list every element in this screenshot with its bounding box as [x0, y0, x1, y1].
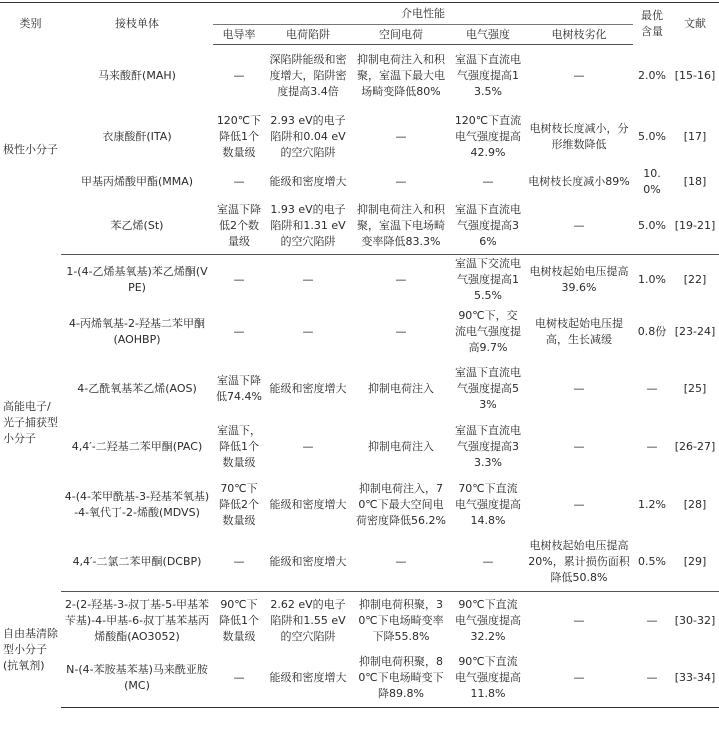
- table-row: [0, 108, 719, 166]
- table-row: [0, 592, 719, 650]
- strength-cell: 室温下直流电气强度提高13.5%: [455, 53, 521, 99]
- ref-cell: [22]: [683, 272, 707, 286]
- ref-cell: [25]: [683, 381, 707, 395]
- ref-cell: [33-34]: [671, 650, 719, 708]
- table-group: [0, 592, 719, 708]
- category-cell: 高能电子/光子捕获型小分子: [3, 400, 58, 445]
- tree-cell: —: [525, 198, 633, 255]
- conductivity-cell: 120℃下降低1个数量级: [216, 113, 262, 159]
- conductivity-cell: —: [233, 174, 245, 188]
- conductivity-cell: —: [213, 650, 265, 708]
- trap-cell: 能级和密度增大: [265, 534, 351, 592]
- tree-cell: 电树枝长度减小，分形维数降低: [529, 121, 629, 151]
- header-tree: 电树枝劣化: [525, 25, 633, 45]
- monomer-cell: 4,4′-二羟基二苯甲酮(PAC): [71, 439, 203, 453]
- strength-cell: 90℃下，交流电气强度提高9.7%: [455, 309, 521, 354]
- header-row-1: [0, 3, 719, 25]
- table-row: [0, 198, 719, 255]
- trap-cell: —: [302, 439, 314, 453]
- space-charge-cell: 抑制电荷注入和积聚，室温下最大电场畸变降低80%: [357, 53, 445, 99]
- space-charge-cell: —: [395, 174, 407, 188]
- conductivity-cell: —: [213, 534, 265, 592]
- table-row: [0, 255, 719, 305]
- strength-cell: 室温下直流电气强度提高36%: [451, 198, 525, 255]
- strength-cell: 90℃下直流电气强度提高32.2%: [455, 597, 521, 643]
- space-charge-cell: 抑制电荷积聚，80℃下电场畸变下降89.8%: [351, 650, 451, 708]
- ref-cell: [30-32]: [674, 613, 716, 627]
- trap-cell: 深陷阱能级和密度增大，陷阱密度提高3.4倍: [269, 53, 347, 99]
- optimal-cell: 5.0%: [638, 129, 666, 143]
- space-charge-cell: —: [395, 272, 407, 286]
- table-row: [0, 360, 719, 418]
- header-category: 类别: [0, 3, 61, 45]
- tree-cell: —: [525, 650, 633, 708]
- monomer-cell: 1-(4-乙烯基氧基)苯乙烯酮(VPE): [66, 264, 208, 294]
- tree-cell: 电树枝起始电压提高20%，累计损伤面积降低50.8%: [525, 534, 633, 592]
- trap-cell: 能级和密度增大: [269, 174, 347, 188]
- strength-cell: —: [482, 174, 494, 188]
- tree-cell: 电树枝起始电压提高，生长减缓: [535, 317, 623, 346]
- trap-cell: 能级和密度增大: [269, 497, 347, 511]
- table-row: [0, 534, 719, 592]
- tree-cell: —: [573, 439, 585, 453]
- conductivity-cell: 室温下降低2个数量级: [213, 198, 265, 255]
- header-optimal: 最优含量: [633, 3, 671, 45]
- monomer-cell: N-(4-苯胺基苯基)马来酰亚胺(MC): [61, 650, 213, 708]
- monomer-cell: 2-(2-羟基-3-叔丁基-5-甲基苯苄基)-4-甲基-6-叔丁基苯基丙烯酸酯(AO3052): [64, 597, 210, 643]
- tree-cell: —: [573, 613, 585, 627]
- optimal-cell: —: [646, 613, 658, 627]
- table-row: [0, 418, 719, 476]
- space-charge-cell: —: [351, 534, 451, 592]
- strength-cell: —: [451, 534, 525, 592]
- conductivity-cell: 室温下，降低1个数量级: [217, 423, 261, 469]
- header-ref: 文献: [671, 3, 719, 45]
- optimal-cell: 5.0%: [633, 198, 671, 255]
- ref-cell: [19-21]: [671, 198, 719, 255]
- header-strength: 电气强度: [451, 25, 525, 45]
- space-charge-cell: —: [395, 129, 407, 143]
- table-row: [0, 305, 719, 360]
- tree-cell: —: [573, 497, 585, 511]
- strength-cell: 室温下直流电气强度提高53%: [455, 365, 521, 411]
- optimal-cell: 1.2%: [638, 497, 666, 511]
- trap-cell: —: [302, 272, 314, 286]
- table-group: [0, 255, 719, 592]
- category-cell: 自由基清除型小分子(抗氧剂): [3, 626, 58, 672]
- ref-cell: [15-16]: [674, 69, 716, 82]
- trap-cell: 1.93 eV的电子陷阱和1.31 eV的空穴陷阱: [265, 198, 351, 255]
- table-row: [0, 476, 719, 534]
- header-space-charge: 空间电荷: [351, 25, 451, 45]
- ref-cell: [18]: [683, 174, 707, 188]
- optimal-cell: 0.5%: [633, 534, 671, 592]
- trap-cell: 能级和密度增大: [265, 650, 351, 708]
- optimal-cell: 10.0%: [643, 166, 661, 196]
- header-monomer: 接枝单体: [61, 3, 213, 45]
- monomer-cell: 4,4′-二氯二苯甲酮(DCBP): [61, 534, 213, 592]
- conductivity-cell: 90℃下降低1个数量级: [219, 597, 259, 643]
- space-charge-cell: 抑制电荷注入: [368, 381, 434, 395]
- monomer-cell: 马来酸酐(MAH): [98, 69, 176, 82]
- ref-cell: [28]: [683, 497, 707, 511]
- monomer-cell: 4-(4-苯甲酰基-3-羟基苯氧基)-4-氧代丁-2-烯酸(MDVS): [64, 489, 210, 519]
- tree-cell: —: [573, 381, 585, 395]
- space-charge-cell: 抑制电荷注入和积聚，室温下电场畸变率降低83.3%: [351, 198, 451, 255]
- header-trap: 电荷陷阱: [265, 25, 351, 45]
- monomer-cell: 苯乙烯(St): [61, 198, 213, 255]
- ref-cell: [23-24]: [674, 325, 716, 338]
- ref-cell: [26-27]: [674, 439, 716, 453]
- strength-cell: 室温下直流电气强度提高33.3%: [455, 423, 521, 469]
- monomer-cell: 衣康酸酐(ITA): [102, 129, 172, 143]
- monomer-cell: 甲基丙烯酸甲酯(MMA): [80, 174, 194, 188]
- ref-cell: [17]: [683, 129, 707, 143]
- table-row: [0, 166, 719, 198]
- table-group: [0, 45, 719, 255]
- space-charge-cell: 抑制电荷注入，70℃下最大空间电荷密度降低56.2%: [356, 481, 446, 527]
- strength-cell: 室温下交流电气强度提高15.5%: [455, 256, 521, 302]
- ref-cell: [29]: [671, 534, 719, 592]
- table-row: [0, 45, 719, 108]
- tree-cell: —: [573, 69, 585, 83]
- space-charge-cell: 抑制电荷注入: [368, 439, 434, 453]
- strength-cell: 90℃下直流电气强度提高11.8%: [451, 650, 525, 708]
- optimal-cell: 0.8份: [637, 325, 667, 338]
- dielectric-properties-table: [0, 2, 719, 708]
- trap-cell: 2.62 eV的电子陷阱和1.55 eV的空穴陷阱: [270, 597, 346, 643]
- strength-cell: 120℃下直流电气强度提高42.9%: [454, 113, 522, 159]
- conductivity-cell: 70℃下降低2个数量级: [219, 481, 259, 527]
- conductivity-cell: 室温下降低74.4%: [216, 373, 262, 403]
- category-cell: 极性小分子: [3, 142, 58, 156]
- optimal-cell: —: [633, 650, 671, 708]
- monomer-cell: 4-乙酰氧基苯乙烯(AOS): [77, 381, 197, 395]
- trap-cell: —: [302, 325, 314, 338]
- header-conductivity: 电导率: [213, 25, 265, 45]
- table-row: [0, 650, 719, 708]
- header-dielectric: 介电性能: [213, 3, 633, 25]
- optimal-cell: 2.0%: [638, 69, 666, 82]
- optimal-cell: 1.0%: [638, 272, 666, 286]
- optimal-cell: —: [646, 381, 658, 395]
- tree-cell: 电树枝长度减小89%: [528, 174, 630, 188]
- monomer-cell: 4-丙烯氧基-2-羟基二苯甲酮(AOHBP): [69, 317, 205, 346]
- space-charge-cell: 抑制电荷积聚，30℃下电场畸变率下降55.8%: [358, 597, 444, 643]
- conductivity-cell: —: [233, 272, 245, 286]
- conductivity-cell: —: [233, 69, 245, 83]
- strength-cell: 70℃下直流电气强度提高14.8%: [455, 481, 521, 527]
- space-charge-cell: —: [395, 325, 407, 338]
- trap-cell: 2.93 eV的电子陷阱和0.04 eV的空穴陷阱: [270, 113, 346, 159]
- tree-cell: 电树枝起始电压提高39.6%: [529, 264, 629, 294]
- conductivity-cell: —: [233, 325, 245, 338]
- trap-cell: 能级和密度增大: [269, 381, 347, 395]
- optimal-cell: —: [646, 439, 658, 453]
